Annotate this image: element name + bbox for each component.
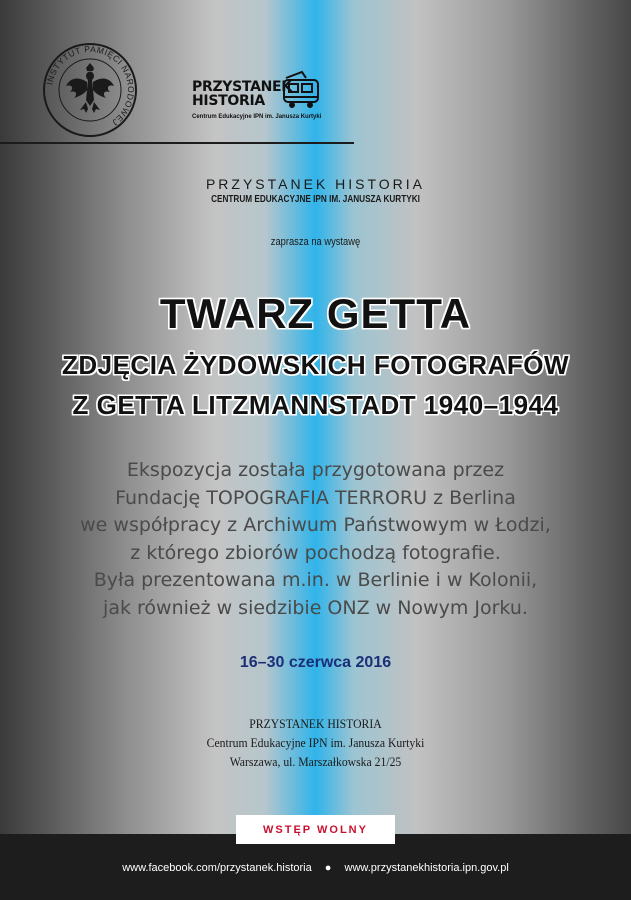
przystanek-historia-logo	[192, 70, 338, 130]
eagle-icon	[66, 63, 114, 113]
description-line: Fundację TOPOGRAFIA TERRORU z Berlina	[115, 486, 516, 509]
invite-text: zaprasza na wystawę	[270, 236, 361, 248]
venue-address: Warszawa, ul. Marszałkowska 21/25	[229, 754, 402, 769]
description-line: z którego zbiorów pochodzą fotografie.	[130, 541, 501, 564]
tram-icon	[280, 70, 324, 110]
seal-text: INSTYTUT PAMIĘCI NARODOWEJ	[44, 43, 137, 128]
website-link[interactable]: www.przystanekhistoria.ipn.gov.pl	[344, 862, 509, 874]
description-line: jak również w siedzibie ONZ w Nowym Jorku.	[103, 596, 528, 619]
description	[0, 457, 631, 622]
exhibition-subtitle-line1: ZDJĘCIA ŻYDOWSKICH FOTOGRAFÓW	[61, 350, 570, 380]
free-entry-badge: WSTĘP WOLNY	[236, 815, 395, 844]
exhibition-title: TWARZ GETTA	[159, 290, 472, 337]
venue-name: PRZYSTANEK HISTORIA	[249, 716, 382, 731]
organizer-subtitle: CENTRUM EDUKACYJNE IPN IM. JANUSZA KURTYKI	[211, 194, 420, 205]
description-line: we współpracy z Archiwum Państwowym w Łodzi,	[80, 514, 551, 536]
ipn-seal	[42, 42, 138, 138]
description-line: Ekspozycja została przygotowana przez	[126, 459, 505, 481]
logo-tagline: Centrum Edukacyjne IPN im. Janusza Kurtyki	[192, 114, 322, 120]
logo-line1: PRZYSTANEK	[192, 79, 292, 95]
description-line: Była prezentowana m.in. w Berlinie i w Kolonii,	[93, 569, 538, 591]
footer-links	[0, 862, 631, 874]
header-rule	[0, 142, 354, 144]
exhibition-subtitle-line2: Z GETTA LITZMANNSTADT 1940–1944	[72, 390, 559, 420]
facebook-link[interactable]: www.facebook.com/przystanek.historia	[122, 862, 312, 874]
organizer-title: PRZYSTANEK HISTORIA	[205, 176, 426, 192]
separator-dot: ●	[324, 862, 332, 874]
venue	[0, 714, 631, 771]
eagle-seal-icon	[42, 42, 138, 138]
venue-institution: Centrum Edukacyjne IPN im. Janusza Kurtyki	[206, 735, 425, 750]
exhibition-dates: 16–30 czerwca 2016	[239, 654, 392, 671]
logo-line2: HISTORIA	[192, 93, 265, 109]
